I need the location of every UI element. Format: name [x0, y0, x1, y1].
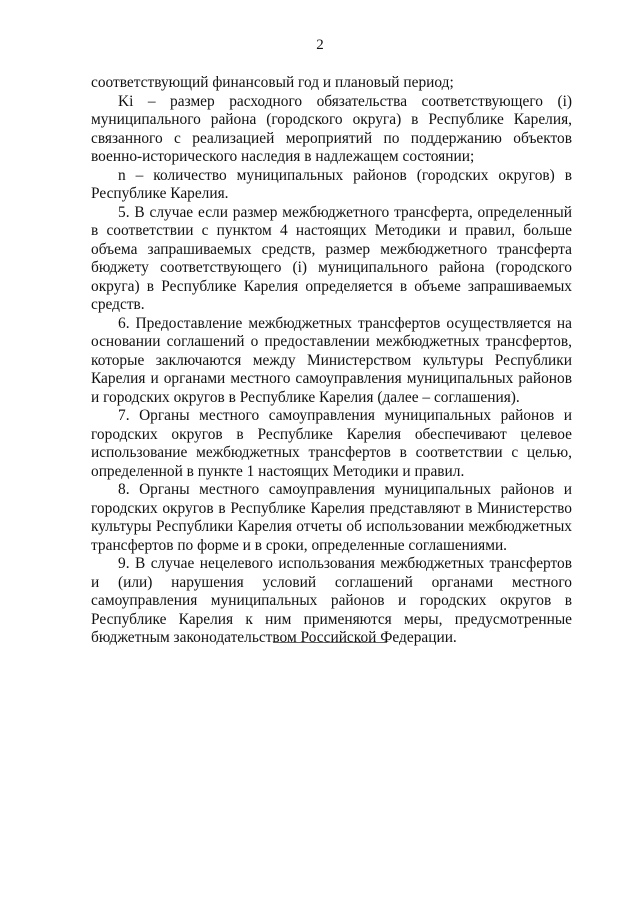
- page-number: 2: [316, 37, 324, 53]
- paragraph-continuation: соответствующий финансовый год и плановый период;: [91, 74, 454, 91]
- end-separator-line: [273, 642, 387, 643]
- paragraph-item-6: 6. Предоставление межбюджетных трансфертов осуществляется на основании соглашений о предоставлении межбюджетных трансфертов, которые заключаются между Министерством культуры Республики Карелия и органами местного самоуправления муниципальных районов и городских округов в Республике Карелия (далее – соглашения).: [91, 314, 572, 406]
- paragraph-ki-definition: Ki – размер расходного обязательства соответствующего (i) муниципального района (городского округа) в Республике Карелия, связанного с реализацией мероприятий по поддержанию объектов военно-исторического наследия в надлежащем состоянии;: [91, 92, 572, 165]
- paragraph-item-7: 7. Органы местного самоуправления муниципальных районов и городских округов в Республике Карелия обеспечивают целевое использование межбюджетных трансфертов в соответствии с целью, определенной в пункте 1 настоящих Методики и правил.: [91, 407, 572, 480]
- paragraph-item-9: 9. В случае нецелевого использования межбюджетных трансфертов и (или) нарушения условий соглашений органами местного самоуправления муниципальных районов и городских округов в Республике Карелия к ним применяются меры, предусмотренные бюджетным законодательством Российской Федерации.: [91, 555, 572, 646]
- paragraph-n-definition: n – количество муниципальных районов (городских округов) в Республике Карелия.: [91, 166, 572, 202]
- document-body: [91, 74, 572, 648]
- paragraph-item-5: 5. В случае если размер межбюджетного трансферта, определенный в соответствии с пунктом 4 настоящих Методики и правил, больше объема запрашиваемых средств, размер межбюджетного трансферта бюджету соответствующего (i) муниципального района (городского округа) в Республике Карелия определяется в объеме запрашиваемых средств.: [91, 203, 572, 313]
- paragraph-item-8: 8. Органы местного самоуправления муниципальных районов и городских округов в Республике Карелия представляют в Министерство культуры Республики Карелия отчеты об использовании межбюджетных трансфертов по форме и в сроки, определенные соглашениями.: [91, 481, 572, 554]
